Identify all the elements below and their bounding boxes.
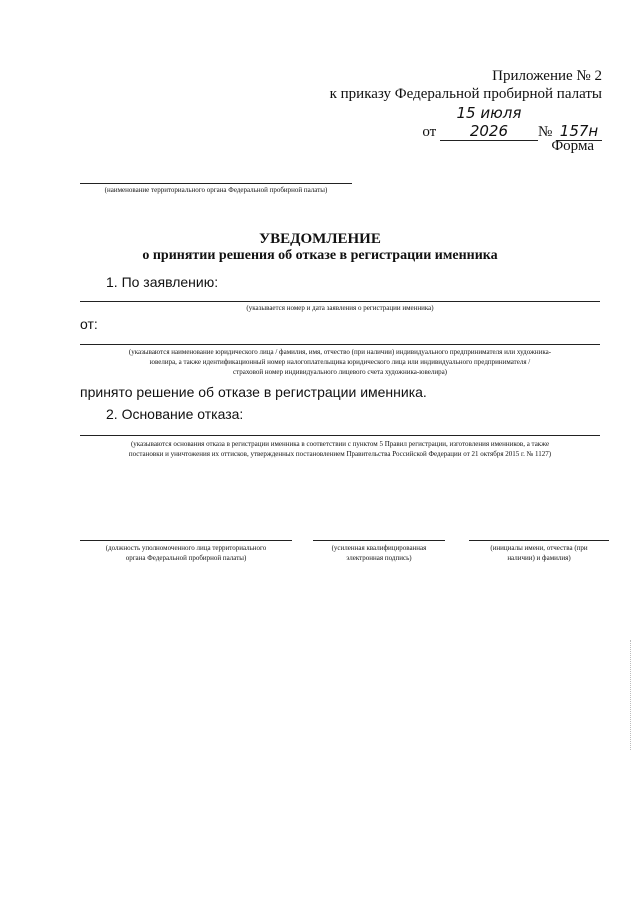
refusal-reason-line xyxy=(80,435,600,436)
name-line xyxy=(469,540,609,541)
signature-caption-2: электронная подпись) xyxy=(346,554,412,562)
signature-caption-1: (усиленная квалифицированная xyxy=(331,544,427,552)
organ-name-caption: (наименование территориального органа Федеральной пробирной палаты) xyxy=(104,186,328,194)
handwritten-number: 157н xyxy=(556,122,602,141)
organ-name-line xyxy=(80,183,352,184)
applicant-line xyxy=(80,344,600,345)
applicant-caption-1: (указываются наименование юридического лица / фамилия, имя, отчество (при наличии) индивидуального предпринимателя или художника- xyxy=(128,348,552,356)
position-caption-1: (должность уполномоченного лица территориального xyxy=(105,544,267,552)
order-date-number xyxy=(422,104,602,141)
refusal-reason-caption-1: (указываются основания отказа в регистрации именника в соответствии с пунктом 5 Правил регистрации, изготовления именников, а также xyxy=(130,440,550,448)
signature-line xyxy=(313,540,445,541)
position-caption-2: органа Федеральной пробирной палаты) xyxy=(125,554,247,562)
applicant-caption-2: ювелира, а также идентификационный номер налогоплательщика юридического лица или индивидуального предпринимателя / xyxy=(149,358,531,366)
refusal-reason-caption-2: постановки и уничтожения их оттисков, утвержденных постановлением Правительства Российской Федерации от 21 октября 2015 г. № 1127) xyxy=(128,450,552,458)
section1-label: 1. По заявлению: xyxy=(106,274,219,290)
name-caption-2: наличии) и фамилия) xyxy=(507,554,571,562)
from-label: от: xyxy=(80,316,98,332)
order-reference: к приказу Федеральной пробирной палаты xyxy=(329,86,602,102)
document-title: УВЕДОМЛЕНИЕ xyxy=(259,231,381,247)
form-label: Форма xyxy=(551,138,594,154)
applicant-caption-3: страховой номер индивидуального лицевого счета художника-ювелира) xyxy=(232,368,448,376)
from-prefix: от xyxy=(422,124,437,140)
document-subtitle: о принятии решения об отказе в регистрации именника xyxy=(142,248,498,263)
position-line xyxy=(80,540,292,541)
section2-label: 2. Основание отказа: xyxy=(106,406,244,422)
decision-text: принято решение об отказе в регистрации именника. xyxy=(80,384,427,400)
handwritten-date: 15 июля 2026 xyxy=(440,104,538,141)
name-caption-1: (инициалы имени, отчества (при xyxy=(490,544,588,552)
application-caption: (указывается номер и дата заявления о регистрации именника) xyxy=(246,304,434,312)
number-prefix: № xyxy=(537,124,553,140)
appendix-label: Приложение № 2 xyxy=(492,68,602,84)
application-line xyxy=(80,301,600,302)
scan-edge-artifact xyxy=(630,640,632,750)
